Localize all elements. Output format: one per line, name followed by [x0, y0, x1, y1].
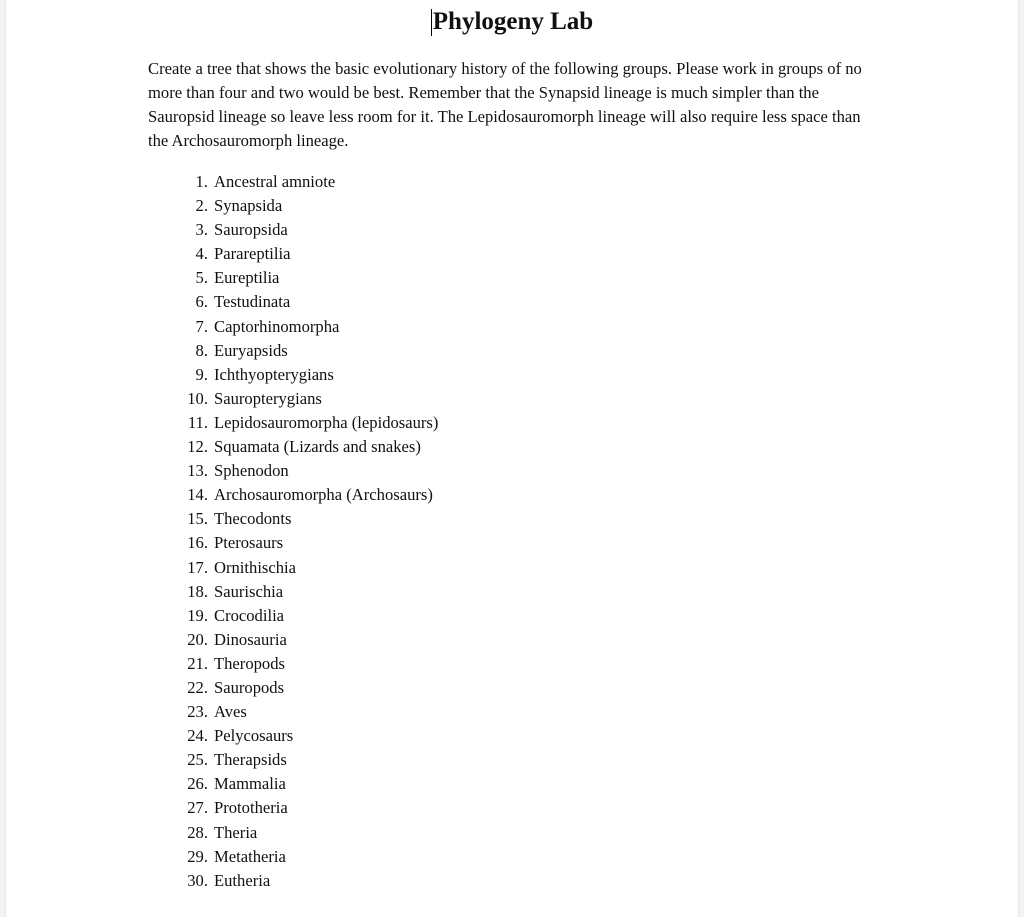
list-item-label: Sauropods: [214, 677, 285, 697]
list-item: [172, 290, 438, 314]
list-item: [172, 580, 438, 604]
list-item-label: Sauropterygians: [214, 388, 322, 408]
list-item-number: 3.: [195, 220, 208, 240]
list-item-number: 9.: [195, 364, 208, 384]
list-item-number: 20.: [187, 629, 208, 649]
list-item: [172, 748, 438, 772]
list-item: [172, 411, 438, 435]
list-item: [172, 507, 438, 531]
list-item-number: 29.: [187, 846, 208, 866]
list-item-number: 26.: [187, 774, 208, 794]
list-item: [172, 435, 438, 459]
list-item: [172, 628, 438, 652]
list-item-label: Parareptilia: [214, 244, 291, 264]
group-list: [172, 170, 438, 893]
list-item: [172, 845, 438, 869]
list-item-label: Testudinata: [214, 292, 291, 312]
document-title-text: Phylogeny Lab: [432, 8, 594, 35]
list-item: [172, 700, 438, 724]
list-item-number: 10.: [187, 388, 208, 408]
list-item-label: Therapsids: [214, 750, 287, 770]
list-item: [172, 772, 438, 796]
list-item-label: Eureptilia: [214, 268, 280, 288]
list-item: [172, 170, 438, 194]
list-item-label: Aves: [214, 702, 247, 722]
list-item: [172, 387, 438, 411]
list-item-number: 24.: [187, 726, 208, 746]
list-item-label: Ornithischia: [214, 557, 297, 577]
list-item-label: Theropods: [214, 653, 285, 673]
list-item-number: 11.: [187, 412, 208, 432]
list-item-number: 25.: [187, 750, 208, 770]
list-item-label: Pelycosaurs: [214, 726, 294, 746]
list-item-label: Lepidosauromorpha (lepidosaurs): [214, 412, 439, 432]
list-item: [172, 266, 438, 290]
list-item: [172, 194, 438, 218]
title-wrapper: [6, 6, 1018, 38]
list-item-number: 2.: [195, 196, 208, 216]
list-item-label: Crocodilia: [214, 605, 285, 625]
list-item-label: Metatheria: [214, 846, 286, 866]
list-item: [172, 218, 438, 242]
list-item-label: Dinosauria: [214, 629, 287, 649]
list-item-number: 12.: [187, 437, 208, 457]
list-item-number: 1.: [195, 172, 208, 191]
list-item-number: 19.: [187, 605, 208, 625]
list-item-number: 14.: [187, 485, 208, 505]
list-item-label: Ancestral amniote: [214, 172, 336, 191]
list-item-label: Sphenodon: [214, 461, 289, 481]
list-item: [172, 242, 438, 266]
list-item-label: Eutheria: [214, 870, 271, 890]
text-cursor: [431, 9, 432, 36]
list-item-label: Prototheria: [214, 798, 288, 818]
list-item-label: Archosauromorpha (Archosaurs): [214, 485, 433, 505]
list-item-number: 8.: [195, 340, 208, 360]
list-item-label: Sauropsida: [214, 220, 288, 240]
list-item: [172, 363, 438, 387]
list-item-number: 17.: [187, 557, 208, 577]
list-item: [172, 676, 438, 700]
list-item-number: 18.: [187, 581, 208, 601]
list-item-number: 13.: [187, 461, 208, 481]
list-item: [172, 821, 438, 845]
list-item-label: Thecodonts: [214, 509, 292, 529]
list-item-label: Squamata (Lizards and snakes): [214, 437, 421, 457]
list-item-number: 5.: [195, 268, 208, 288]
list-item-number: 22.: [187, 677, 208, 697]
list-item-label: Synapsida: [214, 196, 283, 216]
list-item-number: 7.: [195, 316, 208, 336]
list-item: [172, 339, 438, 363]
list-item: [172, 652, 438, 676]
list-item-label: Pterosaurs: [214, 533, 284, 553]
list-item-number: 28.: [187, 822, 208, 842]
list-item: [172, 531, 438, 555]
list-item-label: Mammalia: [214, 774, 286, 794]
list-item-number: 6.: [195, 292, 208, 312]
list-item-number: 16.: [187, 533, 208, 553]
list-item: [172, 556, 438, 580]
instructions-paragraph: Create a tree that shows the basic evolutionary history of the following groups. Please work in groups of no more than four and two would be best. Remember that the Synapsid lineage is much simpler than the Sauropsid lineage so leave less room for it. The Lepidosauromorph lineage will also require less space than the Archosauromorph lineage.: [148, 59, 862, 151]
document-page[interactable]: [6, 0, 1018, 917]
list-item-label: Saurischia: [214, 581, 284, 601]
list-item-label: Ichthyopterygians: [214, 364, 334, 384]
list-item-number: 4.: [195, 244, 208, 264]
list-item-label: Theria: [214, 822, 258, 842]
list-item-number: 21.: [187, 653, 208, 673]
list-item: [172, 604, 438, 628]
list-item: [172, 315, 438, 339]
list-item: [172, 483, 438, 507]
list-item-number: 27.: [187, 798, 208, 818]
list-item-label: Euryapsids: [214, 340, 288, 360]
list-item: [172, 724, 438, 748]
list-item: [172, 459, 438, 483]
list-item-label: Captorhinomorpha: [214, 316, 340, 336]
document-title[interactable]: [431, 6, 593, 38]
list-item-number: 30.: [187, 870, 208, 890]
list-item-number: 15.: [187, 509, 208, 529]
list-item: [172, 869, 438, 893]
list-item: [172, 796, 438, 820]
list-item-number: 23.: [187, 702, 208, 722]
